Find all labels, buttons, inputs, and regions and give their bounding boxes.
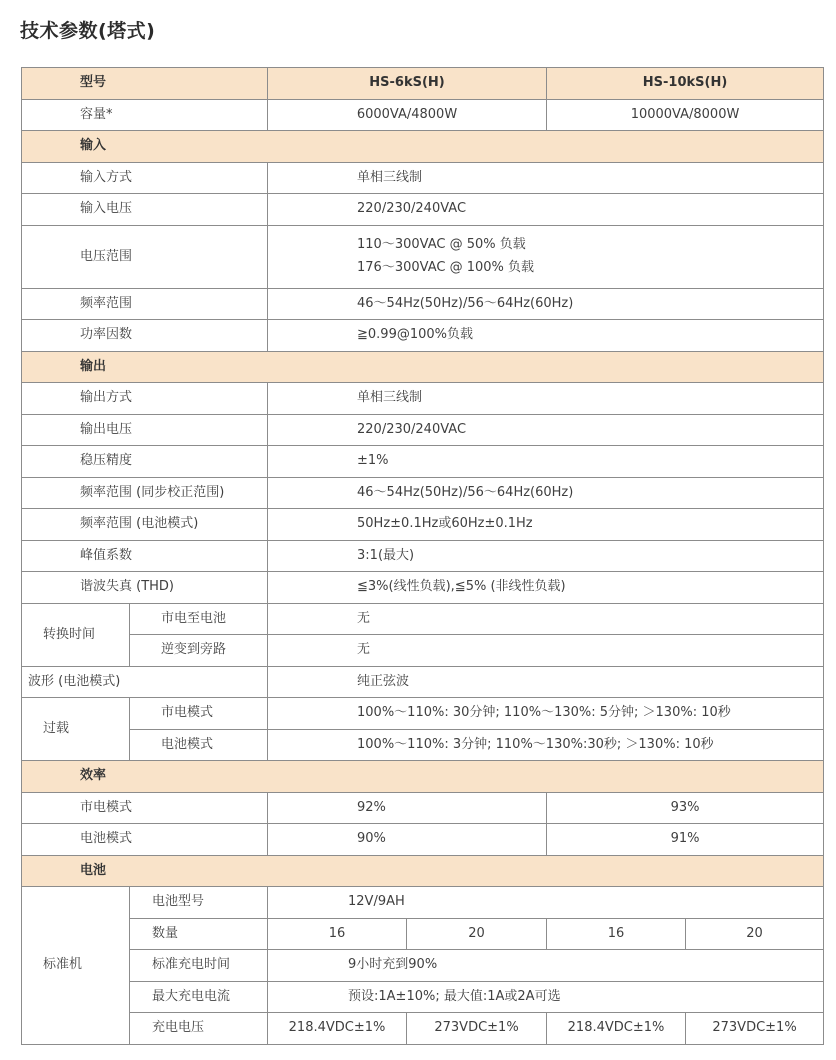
- row-label: 频率范围 (同步校正范围): [22, 477, 268, 509]
- row-label: 市电模式: [22, 792, 268, 824]
- section-output: [22, 351, 824, 383]
- table-row: [22, 383, 824, 415]
- table-row: [22, 225, 824, 288]
- capacity-6k: 6000VA/4800W: [268, 99, 547, 131]
- row-value: 20: [407, 918, 547, 950]
- table-row: [22, 572, 824, 604]
- standard-unit-label: 标准机: [22, 887, 130, 1045]
- table-row: [22, 981, 824, 1013]
- section-battery-title: 电池: [22, 855, 824, 887]
- table-row: [22, 950, 824, 982]
- row-label: 电池模式: [130, 729, 268, 761]
- row-value: 3:1(最大): [268, 540, 824, 572]
- row-value: 46～54Hz(50Hz)/56～64Hz(60Hz): [268, 477, 824, 509]
- table-row: [22, 729, 824, 761]
- row-value: 20: [686, 918, 824, 950]
- model-label: 型号: [22, 68, 268, 100]
- row-label: 输入方式: [22, 162, 268, 194]
- row-label: 输出方式: [22, 383, 268, 415]
- row-label: 标准充电时间: [130, 950, 268, 982]
- row-label: 频率范围 (电池模式): [22, 509, 268, 541]
- row-value: 91%: [547, 824, 824, 856]
- row-value: 100%～110%: 30分钟; 110%～130%: 5分钟; ＞130%: 10秒: [268, 698, 824, 730]
- row-value: 无: [268, 603, 824, 635]
- row-label: 市电至电池: [130, 603, 268, 635]
- table-row: [22, 320, 824, 352]
- row-value: 273VDC±1%: [686, 1013, 824, 1045]
- table-row: [22, 288, 824, 320]
- table-row: [22, 446, 824, 478]
- voltage-range-line-1: 110～300VAC @ 50% 负载: [357, 237, 526, 252]
- row-value: 50Hz±0.1Hz或60Hz±0.1Hz: [268, 509, 824, 541]
- row-value: 46～54Hz(50Hz)/56～64Hz(60Hz): [268, 288, 824, 320]
- capacity-label: 容量*: [22, 99, 268, 131]
- table-row: [22, 414, 824, 446]
- row-value: 12V/9AH: [268, 887, 824, 919]
- table-row: [22, 635, 824, 667]
- row-value: 273VDC±1%: [407, 1013, 547, 1045]
- section-input: [22, 131, 824, 163]
- waveform-value: 纯正弦波: [268, 666, 824, 698]
- section-output-title: 输出: [22, 351, 824, 383]
- row-label: 逆变到旁路: [130, 635, 268, 667]
- row-value: ≧0.99@100%负载: [268, 320, 824, 352]
- spec-table: [21, 67, 824, 1045]
- row-value: 单相三线制: [268, 383, 824, 415]
- table-row: [22, 824, 824, 856]
- model-6k: HS-6kS(H): [268, 68, 547, 100]
- table-row: [22, 540, 824, 572]
- header-row: [22, 68, 824, 100]
- row-label: 峰值系数: [22, 540, 268, 572]
- table-row: [22, 1013, 824, 1045]
- row-label: 市电模式: [130, 698, 268, 730]
- capacity-row: [22, 99, 824, 131]
- row-label: 输入电压: [22, 194, 268, 226]
- row-label: 稳压精度: [22, 446, 268, 478]
- row-value: 预设:1A±10%; 最大值:1A或2A可选: [268, 981, 824, 1013]
- row-value: 220/230/240VAC: [268, 194, 824, 226]
- row-label: 最大充电电流: [130, 981, 268, 1013]
- row-value: 218.4VDC±1%: [268, 1013, 407, 1045]
- table-row: [22, 194, 824, 226]
- table-row: [22, 887, 824, 919]
- model-10k: HS-10kS(H): [547, 68, 824, 100]
- row-value: 16: [268, 918, 407, 950]
- row-label: 输出电压: [22, 414, 268, 446]
- row-label: 谐波失真 (THD): [22, 572, 268, 604]
- row-value: 93%: [547, 792, 824, 824]
- row-value: ±1%: [268, 446, 824, 478]
- row-value: 90%: [268, 824, 547, 856]
- transfer-time-label: 转换时间: [22, 603, 130, 666]
- row-value: 218.4VDC±1%: [547, 1013, 686, 1045]
- row-value: 100%～110%: 3分钟; 110%～130%:30秒; ＞130%: 10秒: [268, 729, 824, 761]
- table-row: [22, 509, 824, 541]
- row-value: 单相三线制: [268, 162, 824, 194]
- row-label: 电池模式: [22, 824, 268, 856]
- section-input-title: 输入: [22, 131, 824, 163]
- waveform-label: 波形 (电池模式): [22, 666, 268, 698]
- row-value: 16: [547, 918, 686, 950]
- section-efficiency-title: 效率: [22, 761, 824, 793]
- table-row: [22, 162, 824, 194]
- row-value: ≦3%(线性负载),≦5% (非线性负载): [268, 572, 824, 604]
- voltage-range-line-2: 176～300VAC @ 100% 负载: [357, 260, 535, 275]
- table-row: [22, 603, 824, 635]
- row-label: 电压范围: [22, 225, 268, 288]
- table-row: [22, 698, 824, 730]
- row-label: 频率范围: [22, 288, 268, 320]
- section-battery: [22, 855, 824, 887]
- row-value: 220/230/240VAC: [268, 414, 824, 446]
- table-row: [22, 918, 824, 950]
- row-value: 无: [268, 635, 824, 667]
- row-label: 电池型号: [130, 887, 268, 919]
- capacity-10k: 10000VA/8000W: [547, 99, 824, 131]
- row-value: [268, 225, 824, 288]
- row-label: 功率因数: [22, 320, 268, 352]
- row-label: 数量: [130, 918, 268, 950]
- row-label: 充电电压: [130, 1013, 268, 1045]
- table-row: [22, 792, 824, 824]
- page-title: 技术参数(塔式): [20, 20, 156, 42]
- row-value: 92%: [268, 792, 547, 824]
- table-row: [22, 666, 824, 698]
- table-row: [22, 477, 824, 509]
- row-value: 9小时充到90%: [268, 950, 824, 982]
- section-efficiency: [22, 761, 824, 793]
- overload-label: 过载: [22, 698, 130, 761]
